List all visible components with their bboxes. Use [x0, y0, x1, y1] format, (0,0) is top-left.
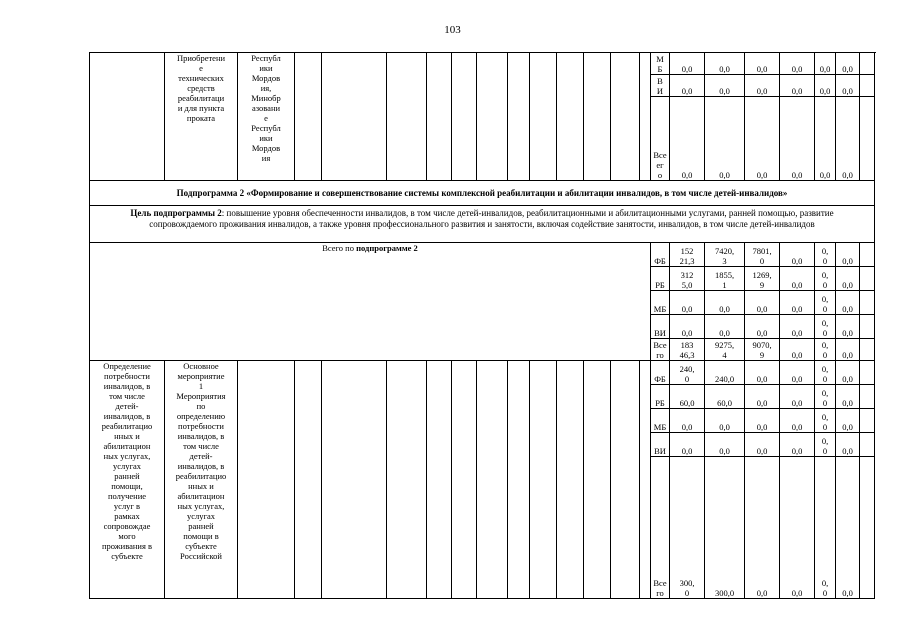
bottom-block-col-activity: Основное мероприятие 1 Мероприятия по определению потребности инвалидов, в том числе детей- инвалидов, в реабилитацио нных и абилитацион ных услугах, услугах ранней помощи в субъекте Российской [165, 361, 238, 599]
total-value-cell: 0, 0 [815, 339, 836, 361]
bottom-block-source-label: Все го [651, 457, 670, 599]
bottom-block-value-cell: 0,0 [836, 409, 860, 433]
total-value-cell: 0, 0 [815, 267, 836, 291]
top-block-col-empty [322, 53, 387, 181]
goal-label: Цель подпрограммы 2 [130, 208, 222, 218]
top-block-value-cell: 0,0 [780, 97, 815, 181]
total-value-cell: 312 5,0 [670, 267, 705, 291]
top-block-col-empty [640, 53, 651, 181]
bottom-block-value-cell: 0,0 [705, 433, 745, 457]
total-value-cell: 0,0 [780, 267, 815, 291]
total-empty-cell [860, 243, 875, 267]
top-block-col-empty [452, 53, 477, 181]
top-block-empty-cell [860, 97, 875, 181]
top-block-value-cell: 0,0 [745, 97, 780, 181]
bottom-block-value-cell: 300, 0 [670, 457, 705, 599]
top-block-value-cell: 0,0 [780, 75, 815, 97]
total-empty-cell [860, 291, 875, 315]
bottom-block-value-cell: 0,0 [670, 433, 705, 457]
top-block-value-cell: 0,0 [670, 75, 705, 97]
bottom-block-col-empty [557, 361, 584, 599]
subprogram-total-label [90, 243, 651, 361]
bottom-block-col-task: Определение потребности инвалидов, в том числе детей- инвалидов, в реабилитацио нных и абилитацион ных услугах, услугах ранней помощи, получение услуг в рамках сопровождае мого проживания в субъекте [90, 361, 165, 599]
bottom-block-empty-cell [860, 433, 875, 457]
top-block-col-empty [427, 53, 452, 181]
top-block-value-cell: 0,0 [705, 53, 745, 75]
bottom-block-value-cell: 0,0 [780, 457, 815, 599]
total-value-cell: 0,0 [836, 339, 860, 361]
total-value-cell: 7801, 0 [745, 243, 780, 267]
total-value-cell: 0,0 [836, 291, 860, 315]
bottom-block-value-cell: 0,0 [836, 385, 860, 409]
total-value-cell: 0,0 [745, 291, 780, 315]
total-value-cell: 0,0 [836, 315, 860, 339]
top-block-value-cell: 0,0 [836, 75, 860, 97]
bottom-block-value-cell: 240, 0 [670, 361, 705, 385]
bottom-block-value-cell: 0,0 [780, 409, 815, 433]
total-empty-cell [860, 339, 875, 361]
bottom-block-col-empty [584, 361, 611, 599]
total-empty-cell [860, 267, 875, 291]
bottom-block-col-empty [611, 361, 640, 599]
total-prefix: Всего по [322, 243, 357, 253]
bottom-block-value-cell: 0,0 [780, 385, 815, 409]
top-block-source-label: М Б [651, 53, 670, 75]
bottom-block-source-label: МБ [651, 409, 670, 433]
bottom-block-value-cell: 60,0 [670, 385, 705, 409]
bottom-block-value-cell: 0,0 [745, 385, 780, 409]
total-value-cell: 152 21,3 [670, 243, 705, 267]
total-value-cell: 0, 0 [815, 315, 836, 339]
top-block-empty-cell [860, 53, 875, 75]
bottom-block-value-cell: 300,0 [705, 457, 745, 599]
total-value-cell: 0,0 [705, 291, 745, 315]
total-value-cell: 0,0 [836, 243, 860, 267]
top-block-col-empty [584, 53, 611, 181]
bottom-block-value-cell: 0,0 [836, 457, 860, 599]
bottom-block-col-executor [238, 361, 295, 599]
top-block-value-cell: 0,0 [836, 53, 860, 75]
bottom-block-value-cell: 0, 0 [815, 361, 836, 385]
bottom-block-col-empty [387, 361, 427, 599]
bottom-block-value-cell: 0,0 [705, 409, 745, 433]
total-value-cell: 1269, 9 [745, 267, 780, 291]
bottom-block-col-empty [295, 361, 322, 599]
top-block-col-empty [530, 53, 557, 181]
bottom-block-value-cell: 0, 0 [815, 409, 836, 433]
bottom-block-source-label: РБ [651, 385, 670, 409]
top-block-col-empty [611, 53, 640, 181]
bottom-block-source-label: ВИ [651, 433, 670, 457]
bottom-block-value-cell: 240,0 [705, 361, 745, 385]
subprogram-goal [90, 206, 875, 243]
goal-text: : повышение уровня обеспеченности инвалидов, в том числе детей-инвалидов, реабилитационными и абилитационными услугами, ранней помощью, развитие сопровождаемого проживания инвалидов, а также уровня профессионального развития и занятости, включая содействие занятости, инвалидов, в том числе детей-инвалидов [149, 208, 834, 229]
top-block-value-cell: 0,0 [780, 53, 815, 75]
top-block-value-cell: 0,0 [815, 97, 836, 181]
top-block-source-label: Все ег о [651, 97, 670, 181]
bottom-block-value-cell: 0,0 [745, 433, 780, 457]
top-block-value-cell: 0,0 [745, 75, 780, 97]
bottom-block-value-cell: 0,0 [745, 409, 780, 433]
bottom-block-empty-cell [860, 361, 875, 385]
top-block-col-activity: Приобретени е технических средств реабилитаци и для пункта проката [165, 53, 238, 181]
total-value-cell: 0,0 [745, 315, 780, 339]
bottom-block-col-empty [427, 361, 452, 599]
top-block-value-cell: 0,0 [705, 75, 745, 97]
top-block-col-empty [477, 53, 508, 181]
total-source-label: РБ [651, 267, 670, 291]
bottom-block-empty-cell [860, 457, 875, 599]
bottom-block-col-empty [477, 361, 508, 599]
bottom-block-source-label: ФБ [651, 361, 670, 385]
total-value-cell: 0, 0 [815, 291, 836, 315]
total-value-cell: 0,0 [836, 267, 860, 291]
total-value-cell: 0, 0 [815, 243, 836, 267]
bottom-block-value-cell: 0, 0 [815, 433, 836, 457]
top-block-value-cell: 0,0 [815, 75, 836, 97]
top-block-value-cell: 0,0 [705, 97, 745, 181]
total-bold: подпрограмме 2 [356, 243, 418, 253]
bottom-block-empty-cell [860, 385, 875, 409]
total-value-cell: 0,0 [670, 291, 705, 315]
top-block-empty-cell [860, 75, 875, 97]
total-value-cell: 9275, 4 [705, 339, 745, 361]
total-value-cell: 7420, 3 [705, 243, 745, 267]
bottom-block-empty-cell [860, 409, 875, 433]
total-value-cell: 0,0 [705, 315, 745, 339]
top-block-col-empty [295, 53, 322, 181]
top-block-value-cell: 0,0 [745, 53, 780, 75]
total-value-cell: 0,0 [780, 243, 815, 267]
top-block-source-label: В И [651, 75, 670, 97]
page-number: 103 [444, 24, 461, 36]
top-block-col-empty [508, 53, 530, 181]
bottom-block-col-empty [640, 361, 651, 599]
bottom-block-value-cell: 0, 0 [815, 457, 836, 599]
bottom-block-value-cell: 0,0 [836, 433, 860, 457]
top-block-col-task [90, 53, 165, 181]
total-value-cell: 0,0 [780, 291, 815, 315]
subprogram-title: Подпрограмма 2 «Формирование и совершенствование системы комплексной реабилитации и абилитации инвалидов, в том числе детей-инвалидов» [90, 181, 875, 206]
top-block-col-empty [387, 53, 427, 181]
total-source-label: МБ [651, 291, 670, 315]
program-table [89, 52, 876, 599]
bottom-block-value-cell: 60,0 [705, 385, 745, 409]
top-block-value-cell: 0,0 [670, 53, 705, 75]
total-source-label: ФБ [651, 243, 670, 267]
top-block-value-cell: 0,0 [815, 53, 836, 75]
bottom-block-value-cell: 0, 0 [815, 385, 836, 409]
bottom-block-col-empty [530, 361, 557, 599]
bottom-block-value-cell: 0,0 [836, 361, 860, 385]
total-empty-cell [860, 315, 875, 339]
top-block-col-empty [557, 53, 584, 181]
total-value-cell: 0,0 [780, 339, 815, 361]
top-block-col-executor: Республ ики Мордов ия, Минобр азовани е Республ ики Мордов ия [238, 53, 295, 181]
total-value-cell: 183 46,3 [670, 339, 705, 361]
bottom-block-value-cell: 0,0 [780, 433, 815, 457]
bottom-block-value-cell: 0,0 [745, 457, 780, 599]
bottom-block-col-empty [452, 361, 477, 599]
bottom-block-value-cell: 0,0 [780, 361, 815, 385]
total-value-cell: 0,0 [780, 315, 815, 339]
total-source-label: Все го [651, 339, 670, 361]
total-value-cell: 1855, 1 [705, 267, 745, 291]
total-value-cell: 9070, 9 [745, 339, 780, 361]
total-source-label: ВИ [651, 315, 670, 339]
bottom-block-value-cell: 0,0 [670, 409, 705, 433]
top-block-value-cell: 0,0 [670, 97, 705, 181]
total-value-cell: 0,0 [670, 315, 705, 339]
bottom-block-col-empty [322, 361, 387, 599]
bottom-block-value-cell: 0,0 [745, 361, 780, 385]
bottom-block-col-empty [508, 361, 530, 599]
top-block-value-cell: 0,0 [836, 97, 860, 181]
